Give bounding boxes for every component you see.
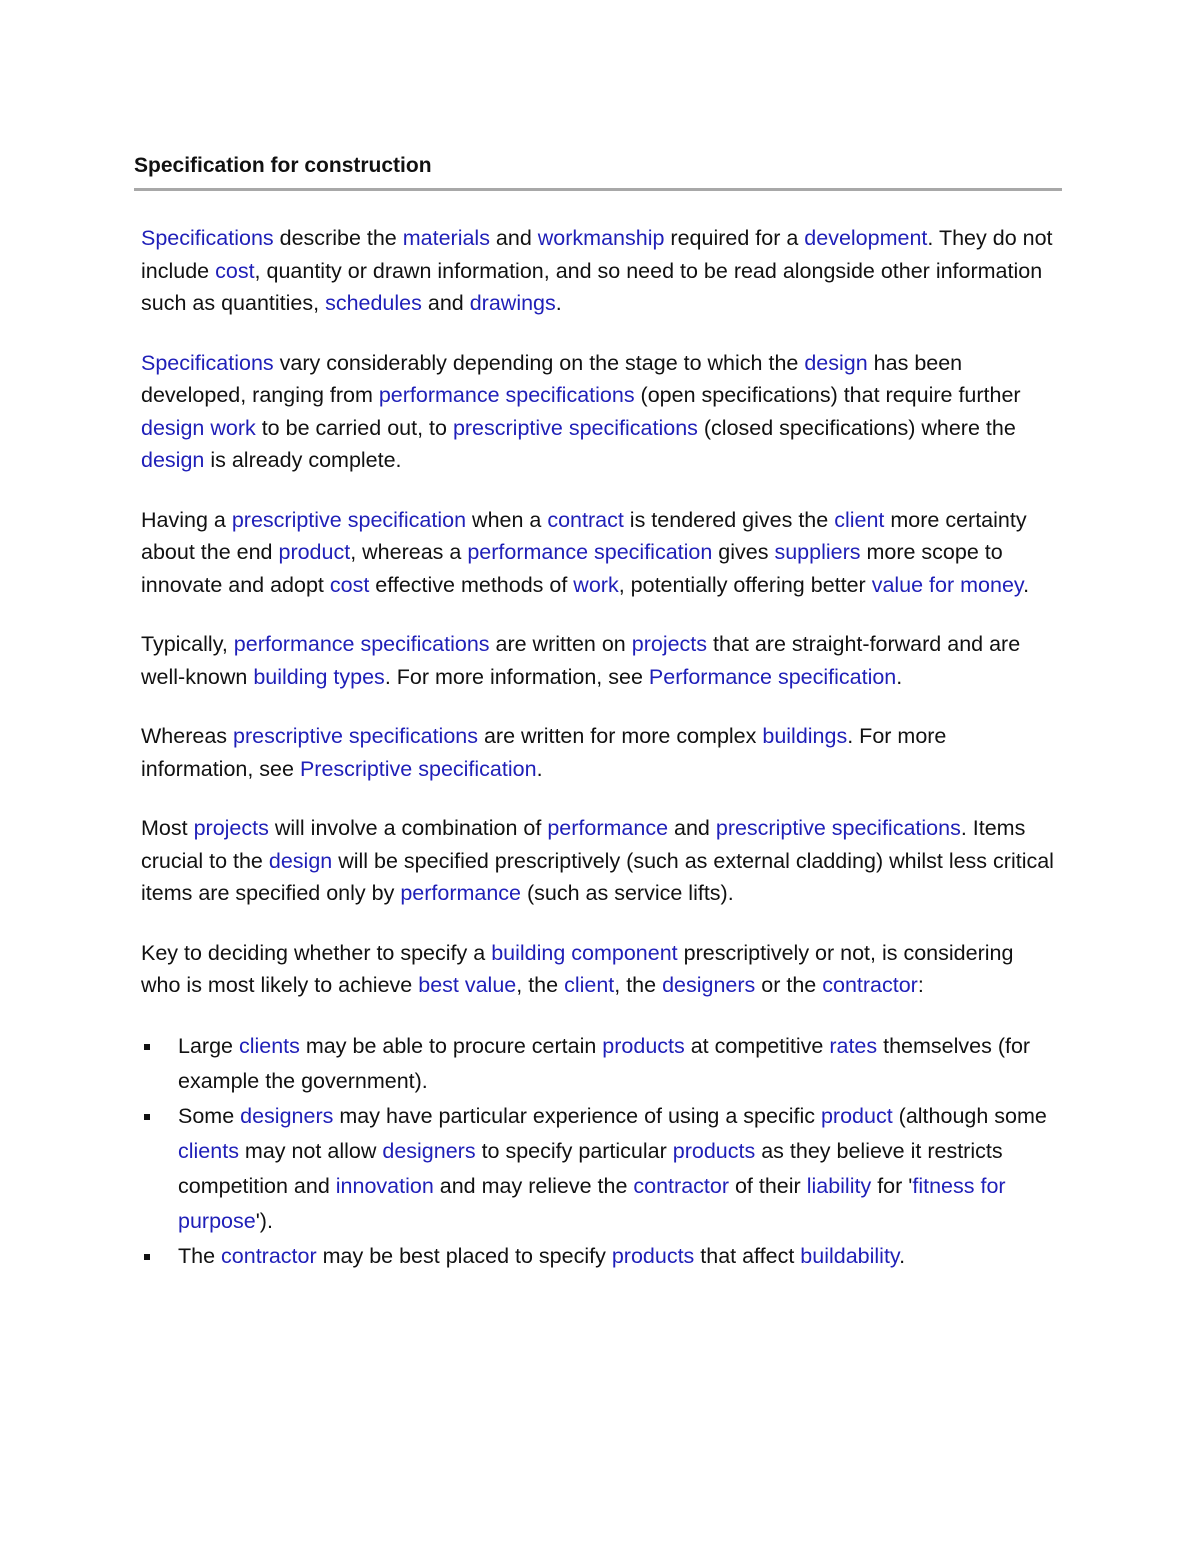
paragraph [141, 937, 1056, 1002]
link-building-types[interactable]: building types [253, 664, 385, 689]
link-rates[interactable]: rates [829, 1033, 878, 1058]
text-run: and may relieve the [433, 1173, 634, 1198]
text-run: or the [755, 973, 823, 997]
text-run: as they believe it restricts competition and [178, 1138, 1003, 1198]
bullet-square-icon [144, 1254, 150, 1260]
link-performance[interactable]: performance [547, 816, 669, 840]
text-run: prescriptively or not, is considering who is most likely to achieve [141, 940, 1014, 997]
text-run: describe the [273, 226, 403, 250]
text-run: gives [712, 540, 775, 564]
link-client[interactable]: client [834, 507, 885, 532]
text-run: that are straight-forward and are well-known [141, 632, 1021, 689]
link-designers[interactable]: designers [240, 1103, 334, 1128]
text-run: Typically, [141, 632, 234, 656]
text-run: . [536, 756, 543, 781]
text-run: that affect [694, 1243, 801, 1268]
link-design[interactable]: design [804, 350, 868, 375]
text-run: , quantity or drawn information, and so need to be read alongside other information such as quantities, [141, 258, 1043, 315]
text-run: , whereas a [350, 540, 468, 564]
list-item [141, 1029, 1056, 1099]
link-products[interactable]: products [672, 1138, 756, 1163]
text-run: more scope to innovate and adopt [141, 540, 1003, 597]
text-run: has been developed, ranging from [141, 350, 963, 407]
text-run: to specify particular [475, 1138, 673, 1163]
link-product[interactable]: product [278, 540, 351, 564]
paragraph [141, 720, 1056, 785]
text-run: , potentially offering better [618, 572, 872, 597]
link-prescriptive-specification[interactable]: Prescriptive specification [299, 756, 537, 781]
link-performance-specifications[interactable]: performance specifications [233, 632, 490, 656]
link-contractor[interactable]: contractor [221, 1243, 317, 1268]
text-run: effective methods of [369, 572, 574, 597]
link-suppliers[interactable]: suppliers [774, 540, 861, 564]
text-run: Some [178, 1103, 241, 1128]
text-run: , the [614, 973, 663, 997]
link-drawings[interactable]: drawings [469, 291, 556, 315]
text-run: and [668, 816, 716, 840]
link-contract[interactable]: contract [547, 507, 624, 532]
link-clients[interactable]: clients [238, 1033, 300, 1058]
text-run: (although some [892, 1103, 1047, 1128]
text-run: (closed specifications) where the [697, 415, 1016, 440]
document-body [141, 222, 1056, 1274]
link-performance-specification[interactable]: Performance specification [648, 664, 897, 689]
text-run: . [899, 1243, 906, 1268]
link-design[interactable]: design [268, 848, 333, 873]
link-client[interactable]: client [564, 973, 615, 997]
link-schedules[interactable]: schedules [325, 291, 422, 315]
link-buildability[interactable]: buildability [800, 1243, 900, 1268]
link-product[interactable]: product [820, 1103, 893, 1128]
link-innovation[interactable]: innovation [335, 1173, 434, 1198]
link-cost[interactable]: cost [329, 572, 370, 597]
paragraph [141, 628, 1056, 693]
text-run: are written for more complex [477, 724, 763, 748]
link-prescriptive-specifications[interactable]: prescriptive specifications [233, 724, 478, 748]
text-run: of their [729, 1173, 807, 1198]
text-run: more certainty about the end [141, 507, 1027, 564]
text-run: Having a [141, 507, 232, 532]
text-run: vary considerably depending on the stage to which the [273, 350, 805, 375]
bullet-square-icon [144, 1114, 150, 1120]
text-run: . [1023, 572, 1030, 597]
list-item [141, 1239, 1056, 1274]
text-run: . Items crucial to the [141, 816, 1026, 873]
link-cost[interactable]: cost [215, 258, 255, 283]
text-run: . For more information, see [384, 664, 649, 689]
text-run: will involve a combination of [268, 816, 548, 840]
link-buildings[interactable]: buildings [762, 724, 848, 748]
text-run: and [421, 291, 470, 315]
bullet-list [141, 1029, 1056, 1274]
text-run: is already complete. [204, 448, 402, 472]
link-designers[interactable]: designers [662, 973, 756, 997]
link-prescriptive-specification[interactable]: prescriptive specification [231, 507, 467, 532]
link-work[interactable]: work [573, 572, 619, 597]
link-fitness-for-purpose[interactable]: fitness for purpose [178, 1173, 1006, 1233]
link-products[interactable]: products [611, 1243, 695, 1268]
text-run: may have particular experience of using a specific [333, 1103, 821, 1128]
link-development[interactable]: development [804, 226, 928, 250]
bullet-square-icon [144, 1044, 150, 1050]
paragraph-list [141, 222, 1056, 1002]
text-run: at competitive [684, 1033, 830, 1058]
text-run: are written on [489, 632, 632, 656]
text-run: , the [516, 973, 565, 997]
text-run: and [489, 226, 538, 250]
link-specifications[interactable]: Specifications [141, 350, 274, 375]
paragraph [141, 812, 1056, 910]
text-run: '). [255, 1208, 273, 1233]
link-design[interactable]: design [141, 448, 205, 472]
link-products[interactable]: products [602, 1033, 685, 1058]
link-best-value[interactable]: best value [418, 973, 517, 997]
text-run: to be carried out, to [255, 415, 453, 440]
link-projects[interactable]: projects [631, 632, 708, 656]
text-run: may be able to procure certain [299, 1033, 603, 1058]
link-design-work[interactable]: design work [141, 415, 256, 440]
link-building-component[interactable]: building component [491, 940, 678, 965]
link-specifications[interactable]: Specifications [141, 226, 274, 250]
text-run: may be best placed to specify [316, 1243, 612, 1268]
text-run: Large [178, 1033, 239, 1058]
link-workmanship[interactable]: workmanship [537, 226, 665, 250]
text-run: Key to deciding whether to specify a [141, 940, 492, 965]
link-projects[interactable]: projects [193, 816, 269, 840]
link-contractor[interactable]: contractor [633, 1173, 729, 1198]
text-run: Whereas [141, 724, 234, 748]
text-run: : [917, 973, 924, 997]
text-run: The [178, 1243, 222, 1268]
text-run: may not allow [238, 1138, 383, 1163]
text-run: will be specified prescriptively (such as external cladding) whilst less critical items are specified only by [141, 848, 1054, 905]
page-title: Specification for construction [134, 154, 432, 177]
text-run: themselves (for example the government). [178, 1033, 1031, 1093]
text-run: Most [141, 816, 194, 840]
link-prescriptive-specifications[interactable]: prescriptive specifications [452, 415, 698, 440]
link-value-for-money[interactable]: value for money [871, 572, 1024, 597]
link-contractor[interactable]: contractor [822, 973, 918, 997]
list-item [141, 1099, 1056, 1239]
link-prescriptive-specifications[interactable]: prescriptive specifications [715, 816, 961, 840]
text-run: required for a [664, 226, 805, 250]
text-run: . [555, 291, 562, 315]
text-run: (open specifications) that require further [634, 383, 1021, 407]
text-run: . They do not include [141, 226, 1053, 283]
link-performance[interactable]: performance [400, 881, 522, 905]
paragraph [141, 222, 1056, 320]
link-performance-specification[interactable]: performance specification [467, 540, 713, 564]
paragraph [141, 504, 1056, 602]
title-divider [134, 188, 1062, 191]
text-run: . For more information, see [141, 724, 947, 781]
text-run: when a [466, 507, 548, 532]
text-run: for ' [871, 1173, 913, 1198]
paragraph [141, 347, 1056, 477]
text-run: is tendered gives the [623, 507, 835, 532]
link-performance-specifications[interactable]: performance specifications [378, 383, 635, 407]
text-run: . [896, 664, 903, 689]
link-designers[interactable]: designers [382, 1138, 476, 1163]
link-materials[interactable]: materials [402, 226, 490, 250]
link-liability[interactable]: liability [806, 1173, 872, 1198]
link-clients[interactable]: clients [178, 1138, 239, 1163]
text-run: (such as service lifts). [521, 881, 734, 905]
